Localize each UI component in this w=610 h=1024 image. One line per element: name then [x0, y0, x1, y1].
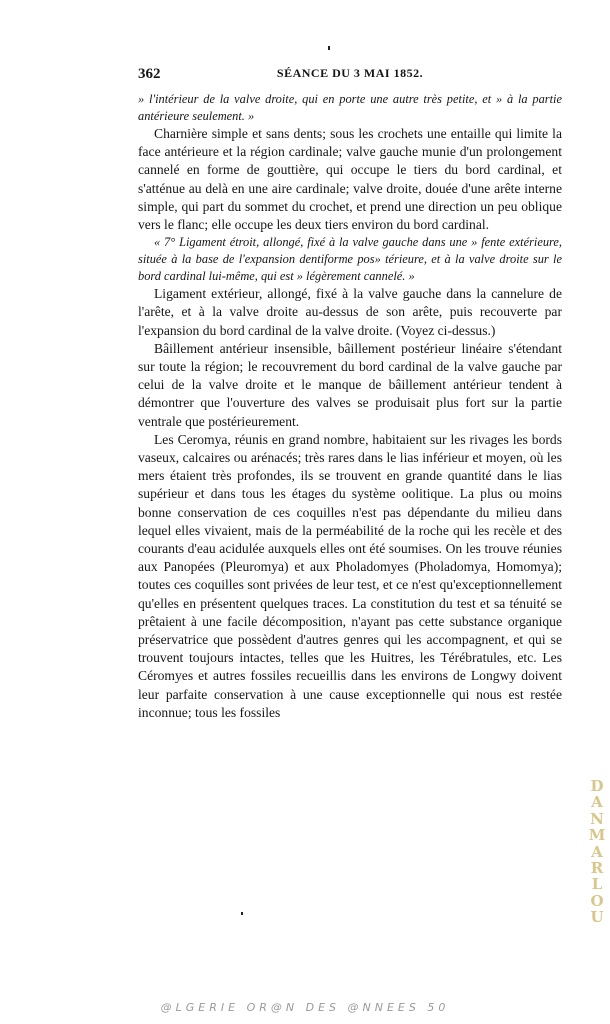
quote-paragraph-ligament: « 7° Ligament étroit, allongé, fixé à la valve gauche dans une » fente extérieure, située à la base de l'expansion dentiforme pos» térieure, et à la valve droite sur le bord cardinal lui-même, qui est » légèrement cannelé. »: [138, 235, 562, 284]
paragraph-ceromya: Les Ceromya, réunis en grand nombre, habitaient sur les rivages les bords vaseux, calcaires ou arénacés; très rares dans le lias inférieur et moyen, où les mers étaient très profondes, ils se trouvent en grande quantité dans le lias supérieur et dans tous les étages du système oolitique. La plus ou moins bonne conservation de ces coquilles n'est pas dépendante du milieu dans lequel elles vivaient, mais de la perméabilité de la roche qui les recèle et des courants d'eau acidulée auxquels elles ont été soumises. On les trouve réunies aux Panopées (Pleuromya) et aux Pholadomyes (Pholadomya, Homomya); toutes ces coquilles sont privées de leur test, et ce n'est qu'exceptionnellement qu'elles en présentent quelques traces. La constitution du test et sa ténuité se prêtaient à une facile décomposition, n'ayant pas cette substance organique préservatrice que possèdent d'autres genres qui les accompagnent, et qui se trouvent toujours intactes, telles que les Huitres, les Térébratules, etc. Les Céromyes et autres fossiles recueillis dans les environs de Longwy doivent leur parfaite conservation à une cause exceptionnelle qui nous est restée inconnue; tous les fossiles: [138, 431, 562, 720]
page-number: 362: [138, 66, 161, 82]
paragraph-ligament: Ligament extérieur, allongé, fixé à la valve gauche dans la cannelure de l'arête, et à la valve droite au-dessus de son arête, puis recouverte par l'expansion du bord cardinal de la valve droite. (Voyez ci-dessus.): [138, 286, 562, 338]
paragraph-hinge: Charnière simple et sans dents; sous les crochets une entaille qui limite la face antérieure et la région cardinale; valve gauche munie d'un prolongement cannelé en forme de gouttière, qui occupe le tiers du bord cardinal, et s'atténue au delà en une aire cardinale; valve droite, douée d'une arête interne simple, qui part du sommet du crochet, et prend une direction un peu oblique vers le flanc; elle occupe les deux tiers environ du bord cardinal.: [138, 126, 562, 233]
footer-watermark: @LGERIE OR@N DES @NNEES 50: [160, 1001, 450, 1014]
page-header: [138, 66, 562, 86]
print-speck: [241, 912, 243, 915]
print-speck: [328, 46, 330, 50]
quote-paragraph: » l'intérieur de la valve droite, qui en porte une autre très petite, et » à la partie antérieure seulement. »: [138, 92, 562, 123]
body-text: [138, 91, 562, 722]
paragraph-gape: Bâillement antérieur insensible, bâillement postérieur linéaire s'étendant sur toute la région; le recouvrement du bord cardinal de la valve gauche par celui de la valve droite et le manque de bâillement antérieur tendent à démontrer que l'ouverture des valves se produisait plus fort sur la partie ventrale que postérieurement.: [138, 340, 562, 429]
side-watermark: DANMARLOU: [588, 777, 606, 927]
running-head: SÉANCE DU 3 MAI 1852.: [276, 66, 424, 80]
